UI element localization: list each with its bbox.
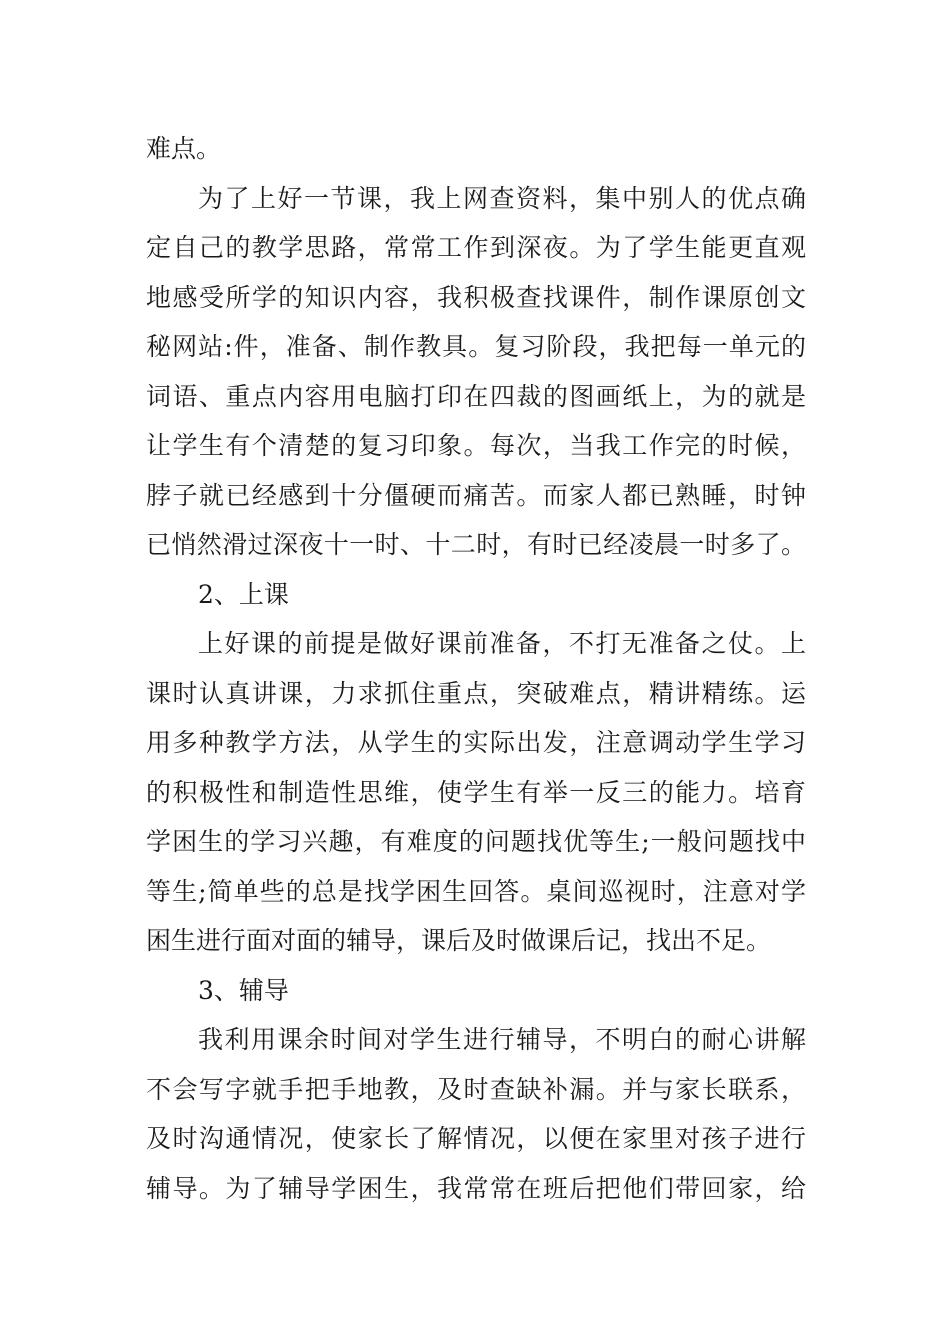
text-line: 困生进行面对面的辅导，课后及时做课后记，找出不足。	[146, 926, 772, 955]
section-heading: 2、上课	[198, 579, 289, 609]
text-line: 辅导。为了辅导学困生，我常常在班后把他们带回家，给	[146, 1173, 806, 1203]
text-line: 不会写字就手把手地教，及时查缺补漏。并与家长联系，	[146, 1074, 806, 1104]
text-line: 学困生的学习兴趣，有难度的问题找优等生;一般问题找中	[146, 827, 806, 856]
text-line: 用多种教学方法，从学生的实际出发，注意调动学生学习	[146, 728, 806, 757]
paragraph-start-line: 为了上好一节课，我上网查资料，集中别人的优点确	[198, 183, 806, 213]
text-line: 已悄然滑过深夜十一时、十二时，有时已经凌晨一时多了。	[146, 530, 806, 559]
text-line: 课时认真讲课，力求抓住重点，突破难点，精讲精练。运	[146, 678, 806, 708]
text-line: 等生;简单些的总是找学困生回答。桌间巡视时，注意对学	[146, 876, 806, 906]
text-line: 词语、重点内容用电脑打印在四裁的图画纸上，为的就是	[146, 381, 806, 411]
text-line: 定自己的教学思路，常常工作到深夜。为了学生能更直观	[146, 233, 806, 262]
text-line: 脖子就已经感到十分僵硬而痛苦。而家人都已熟睡，时钟	[146, 480, 806, 510]
paragraph-start-line: 我利用课余时间对学生进行辅导，不明白的耐心讲解	[198, 1025, 806, 1054]
text-line: 地感受所学的知识内容，我积极查找课件，制作课原创文	[146, 282, 806, 312]
text-line: 及时沟通情况，使家长了解情况，以便在家里对孩子进行	[146, 1124, 806, 1153]
text-line: 的积极性和制造性思维，使学生有举一反三的能力。培育	[146, 777, 806, 807]
text-line: 难点。	[146, 134, 222, 163]
text-line: 让学生有个清楚的复习印象。每次，当我工作完的时候，	[146, 431, 806, 460]
section-heading: 3、辅导	[198, 975, 289, 1005]
body-text	[146, 124, 806, 1213]
text-line: 秘网站:件，准备、制作教具。复习阶段，我把每一单元的	[146, 332, 806, 361]
paragraph-start-line: 上好课的前提是做好课前准备，不打无准备之仗。上	[198, 629, 806, 658]
